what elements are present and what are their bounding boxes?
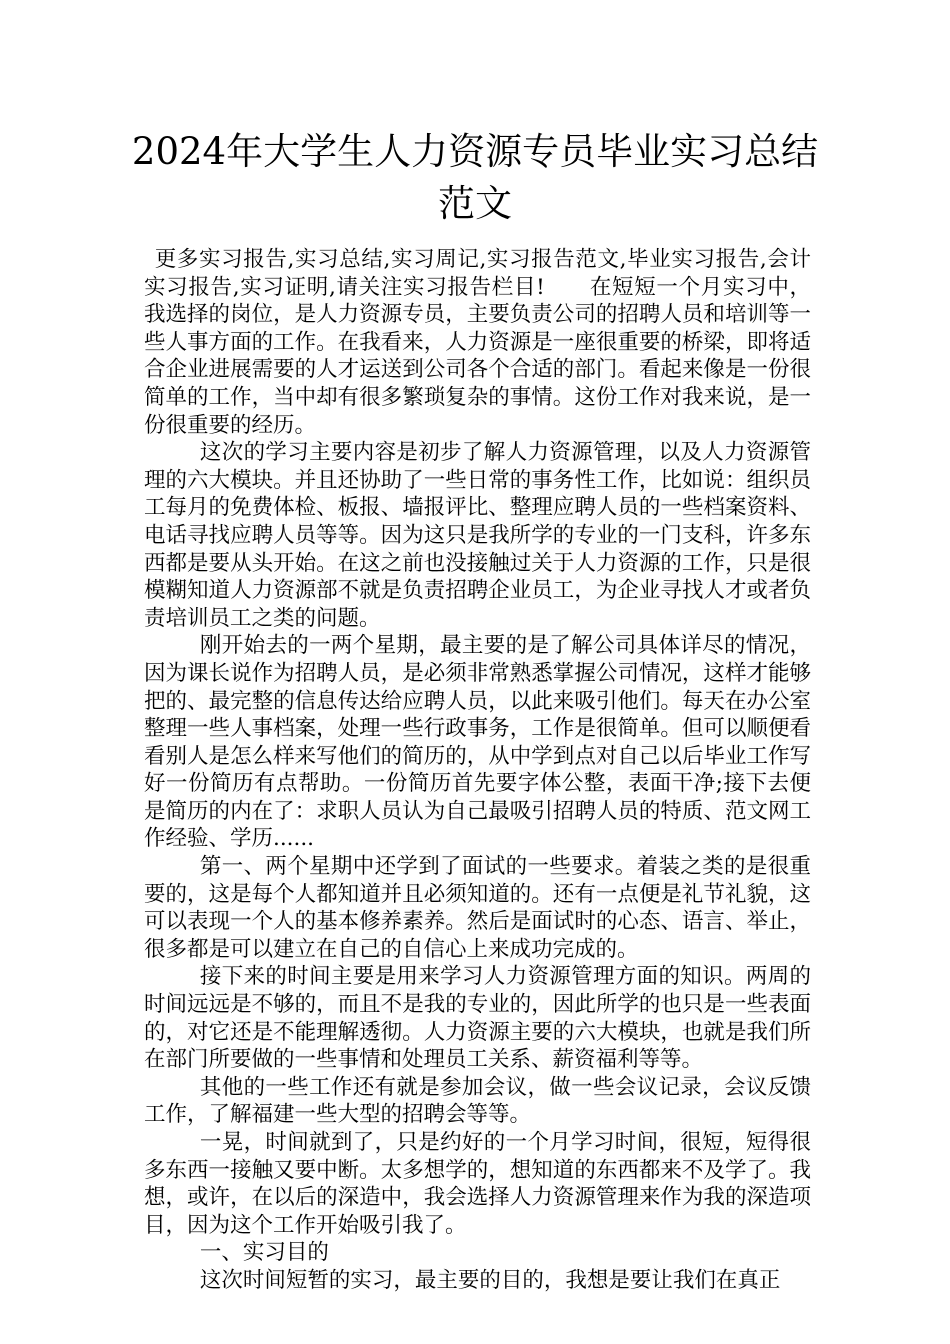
paragraph-first-weeks: 刚开始去的一两个星期，最主要的是了解公司具体详尽的情况，因为课长说作为招聘人员，是必须非常熟悉掌握公司情况，这样才能够把的、最完整的信息传达给应聘人员，以此来吸引他们。每天在办公室整理一些人事档案，处理一些行政事务，工作是很简单。但可以顺便看看别人是怎么样来写他们的简历的，从中学到点对自己以后毕业工作写好一份简历有点帮助。一份简历首先要字体公整，表面干净;接下去便是简历的内在了：求职人员认为自己最吸引招聘人员的特质、范文网工作经验、学历...... [144,633,811,852]
paragraph-other-work: 其他的一些工作还有就是参加会议，做一些会议记录，会议反馈工作，了解福建一些大型的招聘会等等。 [144,1074,811,1128]
title-line-1: 2024年大学生人力资源专员毕业实习总结 [131,130,819,173]
paragraph-reflection: 一晃，时间就到了，只是约好的一个月学习时间，很短，短得很多东西一接触又要中断。太多想学的，想知道的东西都来不及学了。我想，或许，在以后的深造中，我会选择人力资源管理来作为我的深造项目，因为这个工作开始吸引我了。 [144,1130,811,1238]
paragraph-intro: 更多实习报告,实习总结,实习周记,实习报告范文,毕业实习报告,会计实习报告,实习证明,请关注实习报告栏目! 在短短一个月实习中，我选择的岗位，是人力资源专员，主要负责公司的招聘人员和培训等一些人事方面的工作。在我看来，人力资源是一座很重要的桥梁，即将适合企业进展需要的人才运送到公司各个合适的部门。看起来像是一份很简单的工作，当中却有很多繁琐复杂的事情。这份工作对我来说，是一份很重要的经历。 [144,247,811,438]
document-body [144,246,811,1295]
title-line-2: 范文 [438,182,512,225]
paragraph-interview: 第一、两个星期中还学到了面试的一些要求。着装之类的是很重要的，这是每个人都知道并且必须知道的。还有一点便是礼节礼貌，这可以表现一个人的基本修养素养。然后是面试时的心态、语言、举止，很多都是可以建立在自己的自信心上来成功完成的。 [144,854,811,962]
paragraph-hr-knowledge: 接下来的时间主要是用来学习人力资源管理方面的知识。两周的时间远远是不够的，而且不是我的专业的，因此所学的也只是一些表面的，对它还是不能理解透彻。人力资源主要的六大模块，也就是我们所在部门所要做的一些事情和处理员工关系、薪资福利等等。 [144,964,811,1073]
document-title [120,126,830,230]
paragraph-purpose: 这次时间短暂的实习，最主要的目的，我想是要让我们在真正 [199,1267,781,1293]
paragraph-study-content: 这次的学习主要内容是初步了解人力资源管理，以及人力资源管理的六大模块。并且还协助了一些日常的事务性工作，比如说：组织员工每月的免费体检、板报、墙报评比、整理应聘人员的一些档案资料、电话寻找应聘人员等等。因为这只是我所学的专业的一门支科，许多东西都是要从头开始。在这之前也没接触过关于人力资源的工作，只是很模糊知道人力资源部不就是负责招聘企业员工，为企业寻找人才或者负责培训员工之类的问题。 [144,440,811,631]
section-heading-purpose: 一、实习目的 [199,1240,329,1266]
